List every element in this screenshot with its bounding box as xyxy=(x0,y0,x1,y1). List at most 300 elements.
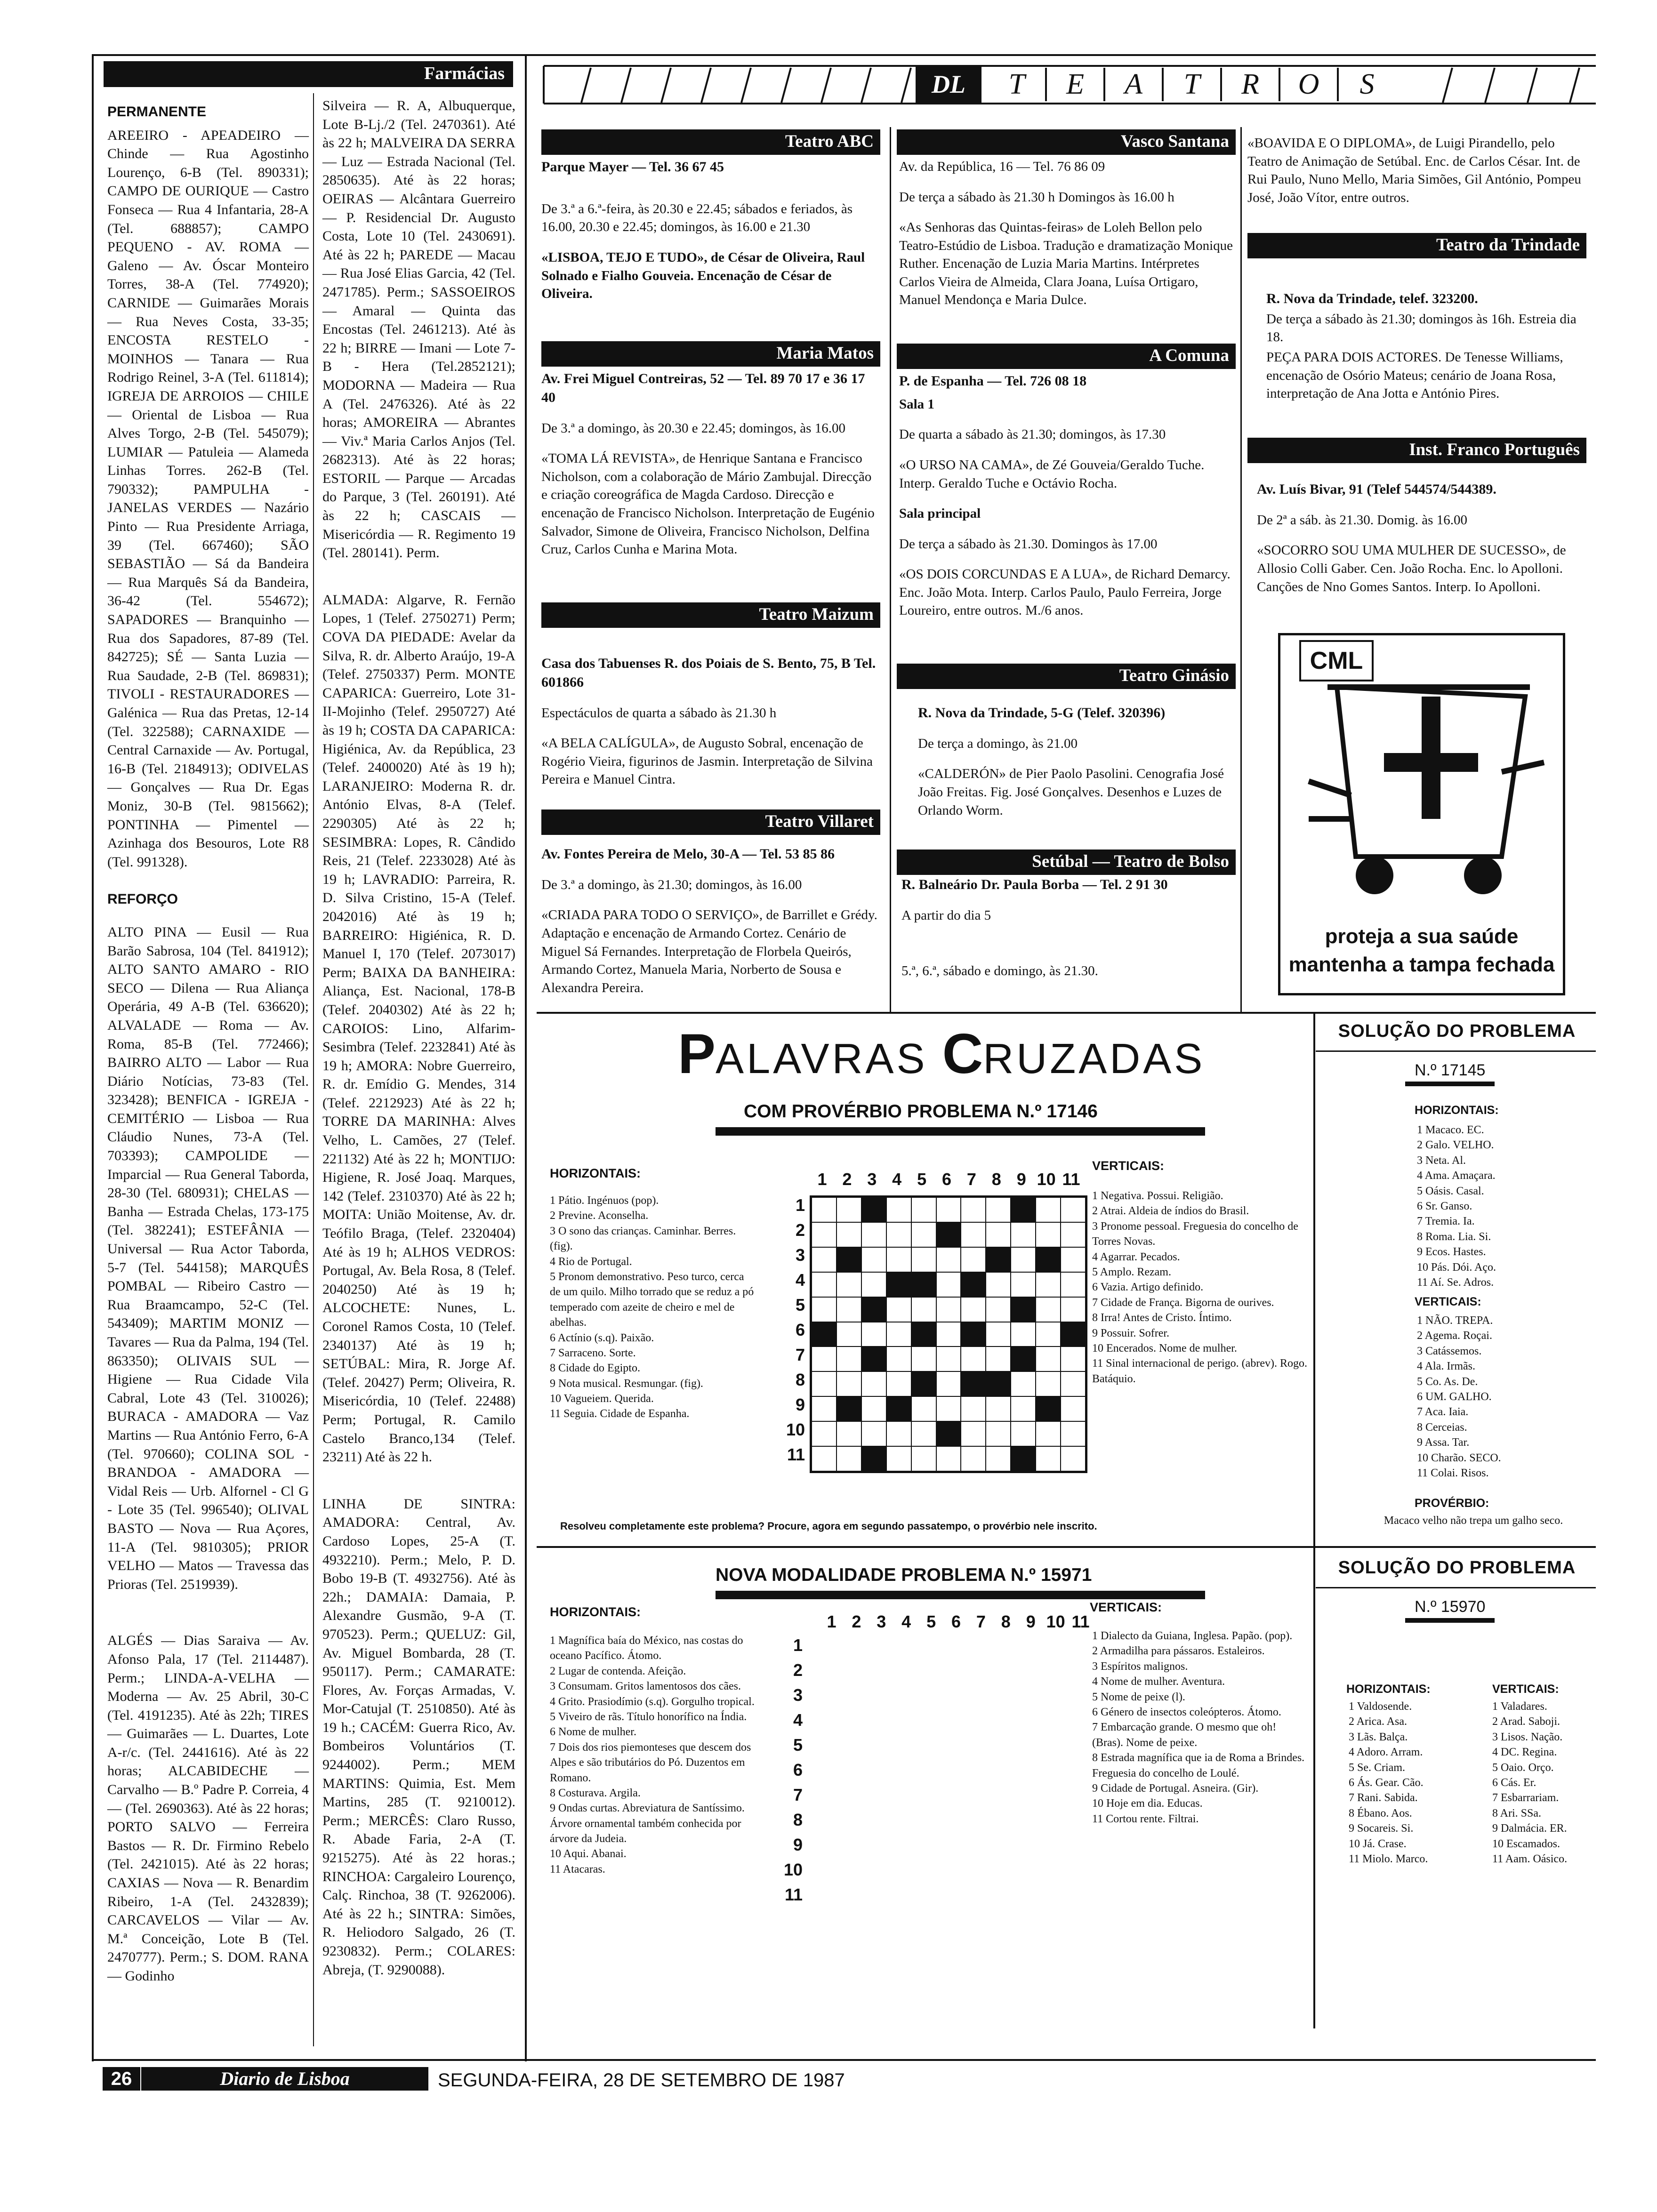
grid-block-cell xyxy=(911,1371,936,1396)
grid-cell[interactable] xyxy=(812,1197,837,1222)
grid-cell[interactable] xyxy=(1061,1346,1086,1371)
clue-item: 3 Espíritos malignos. xyxy=(1092,1660,1188,1673)
row-number: 3 xyxy=(793,1685,803,1705)
solution-item: 11 Colai. Risos. xyxy=(1417,1467,1489,1479)
solution1-v-label: VERTICAIS: xyxy=(1415,1295,1481,1308)
clue-item: 8 Cidade do Egipto. xyxy=(550,1362,640,1375)
p2-horizontais-label: HORIZONTAIS: xyxy=(550,1605,641,1619)
teatros-letters xyxy=(989,68,1395,101)
solution-item: 11 Aí. Se. Adros. xyxy=(1417,1276,1494,1289)
grid-cell[interactable] xyxy=(886,1446,911,1471)
cml-advertisement xyxy=(1278,633,1565,995)
farmacias-linha-sintra-text: LINHA DE SINTRA: AMADORA: Central, Av. Cardoso Lopes, 25-A (T. 4932210). Perm.; Melo, P. D. Bobo 19-B (T. 4932756). Até às 22h.; DAMAIA: Damaia, P. Alexandre Gusmão, 9-A (T. 970523). Perm.; QUELUZ: Gil, Av. Miguel Bombarda, 28 (T. 950117). Perm.; CAMARATE: Flores, Av. Forças Armadas, V. Mor-Catujal (T. 2510850). Até às 19 h.; CACÉM: Guerra Rico, Av. Bombeiros Voluntários (T. 9244002). Perm.; MEM MARTINS: Quimia, Est. Mem Martins, 285 (T. 9210012). Perm.; MERCÊS: Claro Russo, R. Abade Faria, 2-A (T. 9215275). Até às 22 horas.; RINCHOA: Cargaleiro Lourenço, Calç. Rinchoa, 38 (T. 9262006). Até às 22 h.; SINTRA: Simões, R. Heliodoro Salgado, 26 (T. 9230832). Perm.; COLARES: Abreja, (T. 9290088). xyxy=(322,1496,515,1978)
solution-item: 8 Ébano. Aos. xyxy=(1349,1807,1412,1819)
clue-item: 11 Cortou rente. Filtrai. xyxy=(1092,1812,1199,1825)
grid-cell[interactable] xyxy=(936,1446,961,1471)
solution-item: 5 Oaio. Orço. xyxy=(1492,1761,1554,1774)
maizum-schedule: Espectáculos de quarta a sábado às 21.30 h xyxy=(541,705,777,721)
grid-cell[interactable] xyxy=(812,1346,837,1371)
solution-item: 1 NÃO. TREPA. xyxy=(1417,1314,1493,1327)
grid-cell[interactable] xyxy=(936,1396,961,1421)
grid-block-cell xyxy=(1061,1322,1086,1347)
comuna-principal-show: «OS DOIS CORCUNDAS E A LUA», de Richard Demarcy. Enc. João Mota. Interp. Carlos Paulo, Paulo Ferreira, Jorge Loureiro, entre outros. M./6 anos. xyxy=(899,567,1231,618)
theatre-header-franco: Inst. Franco Português xyxy=(1247,438,1586,463)
row-number: 3 xyxy=(795,1245,805,1265)
theatre-maria-matos xyxy=(541,369,880,571)
theatre-villaret xyxy=(541,845,880,1009)
clue-item: 10 Hoje em dia. Educas. xyxy=(1092,1797,1203,1810)
grid-cell[interactable] xyxy=(1011,1222,1036,1247)
villaret-address: Av. Fontes Pereira de Melo, 30-A — Tel. 53 85 86 xyxy=(541,846,835,862)
solution-item: 8 Ari. SSa. xyxy=(1492,1807,1542,1819)
grid-cell[interactable] xyxy=(1011,1322,1036,1347)
grid-cell[interactable] xyxy=(1061,1222,1086,1247)
grid-cell[interactable] xyxy=(911,1197,936,1222)
theatre-ginasio xyxy=(918,704,1238,832)
grid-cell[interactable] xyxy=(936,1272,961,1297)
ad-line-1: proteja a sua saúde xyxy=(1325,925,1519,948)
theatre-vasco-santana xyxy=(899,158,1236,321)
grid-cell[interactable] xyxy=(886,1346,911,1371)
solution2-number: N.º 15970 xyxy=(1415,1598,1486,1616)
grid-cell[interactable] xyxy=(936,1197,961,1222)
grid-cell[interactable] xyxy=(837,1297,861,1322)
p1-horizontais-label: HORIZONTAIS: xyxy=(550,1166,641,1180)
grid-cell[interactable] xyxy=(936,1297,961,1322)
p2-row-numbers xyxy=(760,1635,803,1910)
clue-item: 2 Lugar de contenda. Afeição. xyxy=(550,1665,686,1677)
banner-letter: E xyxy=(1047,68,1105,101)
grid-cell[interactable] xyxy=(1061,1371,1086,1396)
crossword-grid-1[interactable] xyxy=(810,1195,1087,1473)
solution-item: 4 Ama. Amaçara. xyxy=(1417,1170,1496,1182)
clue-item: 9 Nota musical. Resmungar. (fig). xyxy=(550,1377,703,1390)
col-number: 4 xyxy=(892,1170,902,1189)
maizum-address: Casa dos Tabuenses R. dos Poiais de S. Bento, 75, B Tel. 601866 xyxy=(541,656,876,690)
setubal-schedule: A partir do dia 5 xyxy=(901,907,991,923)
grid-block-cell xyxy=(986,1371,1011,1396)
clue-item: 5 Pronom demonstrativo. Peso turco, cerca de um quilo. Milho torrado que se reduz a pó temperado com azeite de cheiro e mel de abelhas. xyxy=(550,1270,754,1329)
clue-item: 3 Pronome pessoal. Freguesia do concelho de Torres Novas. xyxy=(1092,1220,1298,1248)
col-number: 2 xyxy=(852,1612,861,1631)
grid-cell[interactable] xyxy=(961,1396,986,1421)
solution2-verticais xyxy=(1492,1699,1593,1867)
solution2-horizontais xyxy=(1349,1699,1476,1867)
col-number: 6 xyxy=(951,1612,961,1631)
grid-block-cell xyxy=(1011,1446,1036,1471)
grid-cell[interactable] xyxy=(1011,1247,1036,1272)
grid-block-cell xyxy=(1011,1346,1036,1371)
boavida-show: «BOAVIDA E O DIPLOMA», de Luigi Pirandello, pelo Teatro de Animação de Setúbal. Enc. de Carlos César. Int. de Rui Paulo, Nuno Mello, Maria Simões, Gil António, Pompeu José, João Vítor, entre outros. xyxy=(1247,136,1581,205)
row-number: 1 xyxy=(795,1195,805,1215)
row-number: 9 xyxy=(795,1395,805,1414)
waste-bin-illustration xyxy=(1280,678,1563,922)
grid-cell[interactable] xyxy=(861,1396,886,1421)
trindade-schedule: De terça a sábado às 21.30; domingos às 16h. Estreia dia 18. xyxy=(1266,311,1577,345)
solution1-title: SOLUÇÃO DO PROBLEMA xyxy=(1338,1021,1576,1041)
grid-block-cell xyxy=(961,1371,986,1396)
clue-item: 6 Nome de mulher. xyxy=(550,1726,636,1739)
comuna-principal: Sala principal xyxy=(899,506,981,521)
grid-cell[interactable] xyxy=(911,1222,936,1247)
grid-cell[interactable] xyxy=(1036,1371,1061,1396)
grid-cell[interactable] xyxy=(986,1197,1011,1222)
col-number: 3 xyxy=(867,1170,877,1189)
row-number: 7 xyxy=(793,1785,803,1804)
grid-cell[interactable] xyxy=(961,1222,986,1247)
grid-block-cell xyxy=(861,1346,886,1371)
clue-item: 9 Possuir. Sofrer. xyxy=(1092,1327,1170,1339)
newspaper-name: Diario de Lisboa xyxy=(141,2067,428,2091)
farmacias-permanente-text: AREEIRO - APEADEIRO — Chinde — Rua Agostinho Lourenço, 6-B (Tel. 890331); CAMPO DE OURIQUE — Castro Fonseca — Rua 4 Infantaria, 28-A (Tel. 688857); CAMPO PEQUENO - AV. ROMA — Galeno — Av. Óscar Monteiro Torres, 38-A (Tel. 774920); CARNIDE — Guimarães Morais — Rua Neves Costa, 33-35; ENCOSTA RESTELO - MOINHOS — Tanara — Rua Rodrigo Reinel, 3-A (Tel. 611814); IGREJA DE ARROIOS — CHILE — Oriental de Lisboa — Rua Alves Torgo, 2-B (Tel. 545079); LUMIAR — Patuleia — Alameda Linhas Torres. 262-B (Tel. 790332); PAMPULHA - JANELAS VERDES — Nazário Pinto — Rua Presidente Arriaga, 39 (Tel. 667460); SÃO SEBASTIÃO — Sá da Bandeira — Rua Marquês Sá da Bandeira, 36-42 (Tel. 554672); SAPADORES — Branquinho — Rua dos Sapadores, 87-89 (Tel. 842725); SÉ — Santa Luzia — Rua Saudade, 2-B (Tel. 869831); TIVOLI - RESTAURADORES — Galénica — Rua das Pretas, 12-14 (Tel. 322588); CARNAXIDE — Central Carnaxide — Av. Portugal, 16-B (Tel. 2184913); ODIVELAS — Gonçalves — Rua Dr. Egas Moniz, 30-B (Tel. 9815662); PONTINHA — Pimentel — Azinhaga dos Besouros, Lote R8 (Tel. 991328). xyxy=(107,127,309,870)
col-number: 2 xyxy=(842,1170,852,1189)
solution-item: 7 Aca. Iaia. xyxy=(1417,1406,1469,1419)
comuna-sala1: Sala 1 xyxy=(899,396,934,412)
clue-item: 3 O sono das crianças. Caminhar. Berres. (fig). xyxy=(550,1225,736,1253)
grid-cell[interactable] xyxy=(812,1247,837,1272)
grid-cell[interactable] xyxy=(961,1247,986,1272)
theatre-header-comuna: A Comuna xyxy=(897,344,1236,369)
grid-cell[interactable] xyxy=(986,1396,1011,1421)
p2-col-numbers xyxy=(819,1612,1093,1632)
row-number: 5 xyxy=(795,1295,805,1314)
grid-cell[interactable] xyxy=(812,1446,837,1471)
farmacias-linha-cascais-text: ALGÉS — Dias Saraiva — Av. Afonso Pala, 17 (Tel. 2114487). Perm.; LINDA-A-VELHA — Moderna — Av. 25 Abril, 30-C (Tel. 4191235). Até às 22h; TIRES — Guimarães — L. Duartes, Lote A-r/c. (Tel. 2441616). Até às 22 horas; ALCABIDECHE — Carvalho — B.º Padre P. Correia, 4 — (Tel. 2690363). Até às 22 horas; PORTO SALVO — Ferreira Bastos — R. Dr. Firmino Rebelo (Tel. 2421015). Até às 22 horas; CAXIAS — Nova — R. Benardim Ribeiro, 1-A (Tel. 2432839); CARCAVELOS — Vilar — Av. M.ª Conceição, Lote B (Tel. 2470777). Perm.; S. DOM. RANA — Godinho xyxy=(107,1633,309,1984)
grid-cell[interactable] xyxy=(936,1346,961,1371)
grid-cell[interactable] xyxy=(986,1272,1011,1297)
clue-item: 4 Nome de mulher. Aventura. xyxy=(1092,1675,1225,1688)
row-number: 8 xyxy=(793,1810,803,1829)
grid-cell[interactable] xyxy=(861,1421,886,1446)
theatre-comuna xyxy=(899,372,1236,632)
clue-item: 10 Vagueiem. Querida. xyxy=(550,1393,654,1405)
solution-item: 7 Esbarrariam. xyxy=(1492,1792,1559,1804)
banner-letter: T xyxy=(1164,68,1222,101)
grid-block-cell xyxy=(861,1446,886,1471)
grid-cell[interactable] xyxy=(837,1272,861,1297)
grid-block-cell xyxy=(837,1396,861,1421)
grid-block-cell xyxy=(886,1272,911,1297)
theatre-setubal xyxy=(901,875,1236,993)
solution-item: 9 Socareis. Si. xyxy=(1349,1822,1414,1835)
grid-cell[interactable] xyxy=(886,1371,911,1396)
grid-cell[interactable] xyxy=(837,1446,861,1471)
banner-letter: S xyxy=(1359,68,1375,100)
clue-item: 10 Encerados. Nome de mulher. xyxy=(1092,1342,1237,1354)
grid-block-cell xyxy=(1036,1247,1061,1272)
clue-item: 2 Previne. Aconselha. xyxy=(550,1210,649,1222)
grid-cell[interactable] xyxy=(961,1421,986,1446)
farmacias-header xyxy=(104,61,513,87)
col-number: 5 xyxy=(926,1612,936,1631)
grid-cell[interactable] xyxy=(886,1297,911,1322)
row-number: 5 xyxy=(793,1735,803,1755)
grid-cell[interactable] xyxy=(1036,1272,1061,1297)
clue-item: 8 Estrada magnífica que ia de Roma a Brindes. Freguesia do concelho de Loulé. xyxy=(1092,1752,1305,1779)
grid-cell[interactable] xyxy=(961,1446,986,1471)
trindade-address: R. Nova da Trindade, telef. 323200. xyxy=(1266,291,1478,306)
theatre-header-abc: Teatro ABC xyxy=(541,129,880,155)
farmacias-reforco-text: ALTO PINA — Eusil — Rua Barão Sabrosa, 104 (Tel. 841912); ALTO SANTO AMARO - RIO SECO — Dilena — Rua Aliança Operária, 49 A-B (Tel. 636620); ALVALADE — Roma — Av. Roma, 85-B (Tel. 772466); BAIRRO ALTO — Labor — Rua Diário Notícias, 73-83 (Tel. 323428); BENFICA - IGREJA - CEMITÉRIO — Lisboa — Rua Cláudio Nunes, 73-A (Tel. 703393); CAMPOLIDE — Imparcial — Rua General Taborda, 28-30 (Tel. 680931); CHELAS — Banha — Estrada Chelas, 173-175 (Tel. 382241); ESTEFÂNIA — Universal — Rua Actor Taborda, 5-7 (Tel. 544158); MARQUÊS POMBAL — Ribeiro Castro — Rua Braamcampo, 52-C (Tel. 543409); MARTIM MONIZ — Tavares — Rua da Palma, 194 (Tel. 863350); OLIVAIS SUL — Higiene — Rua Cidade Vila Cabral, Lote 43 (Tel. 310026); BURACA - AMADORA — Vaz Martins — Rua António Ferro, 6-A (Tel. 970660); COLINA SOL - BRANDOA - AMADORA — Vidal Reis — Urb. Alfornel - Cl G - Lote 35 (Tel. 996540); OLIVAL BASTO — Nova — Rua Açores, 11-A (Tel. 9810305); PRIOR VELHO — Matos — Travessa das Prioras (Tel. 2519939). xyxy=(107,924,309,1592)
grid-cell[interactable] xyxy=(1036,1446,1061,1471)
grid-cell[interactable] xyxy=(837,1346,861,1371)
grid-cell[interactable] xyxy=(1061,1247,1086,1272)
solution1-number: N.º 17145 xyxy=(1415,1061,1486,1079)
grid-cell[interactable] xyxy=(861,1222,886,1247)
grid-block-cell xyxy=(861,1197,886,1222)
dl-logo: DL xyxy=(932,70,965,98)
grid-cell[interactable] xyxy=(837,1197,861,1222)
grid-cell[interactable] xyxy=(861,1322,886,1347)
grid-cell[interactable] xyxy=(911,1346,936,1371)
solution-item: 9 Assa. Tar. xyxy=(1417,1436,1470,1449)
grid-cell[interactable] xyxy=(961,1197,986,1222)
comuna-address: P. de Espanha — Tel. 726 08 18 xyxy=(899,373,1087,389)
grid-block-cell xyxy=(911,1272,936,1297)
solution2-title: SOLUÇÃO DO PROBLEMA xyxy=(1338,1558,1576,1578)
grid-cell[interactable] xyxy=(986,1222,1011,1247)
grid-block-cell xyxy=(936,1222,961,1247)
col-number: 1 xyxy=(817,1170,827,1189)
farmacias-title: Farmácias xyxy=(424,64,505,83)
grid-cell[interactable] xyxy=(837,1222,861,1247)
solution-item: 1 Macaco. EC. xyxy=(1417,1124,1484,1136)
title-alavras: ALAVRAS xyxy=(716,1035,942,1082)
clue-item: 2 Atrai. Aldeia de índios do Brasil. xyxy=(1092,1205,1249,1218)
publication-date: SEGUNDA-FEIRA, 28 DE SETEMBRO DE 1987 xyxy=(438,2070,845,2091)
grid-cell[interactable] xyxy=(1036,1197,1061,1222)
row-number: 6 xyxy=(795,1320,805,1339)
solution-item: 3 Lisos. Nação. xyxy=(1492,1731,1563,1743)
solution-item: 3 Neta. Al. xyxy=(1417,1154,1466,1167)
grid-cell[interactable] xyxy=(1011,1371,1036,1396)
solution-item: 7 Rani. Sabida. xyxy=(1349,1792,1418,1804)
palavras-cruzadas-title xyxy=(678,1021,1205,1086)
grid-cell[interactable] xyxy=(886,1222,911,1247)
grid-cell[interactable] xyxy=(1061,1297,1086,1322)
col-number: 11 xyxy=(1062,1170,1080,1189)
grid-cell[interactable] xyxy=(1011,1272,1036,1297)
crossword-grid-2-empty xyxy=(810,1635,1084,1909)
clue-item: 4 Agarrar. Pecados. xyxy=(1092,1250,1180,1263)
comuna-sala1-show: «O URSO NA CAMA», de Zé Gouveia/Geraldo Tuche. Interp. Geraldo Tuche e Octávio Rocha. xyxy=(899,457,1205,491)
grid-block-cell xyxy=(837,1247,861,1272)
page-number: 26 xyxy=(103,2067,140,2091)
grid-block-cell xyxy=(1011,1197,1036,1222)
solution-item: 6 UM. GALHO. xyxy=(1417,1390,1492,1403)
grid-cell[interactable] xyxy=(886,1421,911,1446)
grid-cell[interactable] xyxy=(1061,1396,1086,1421)
maria-matos-schedule: De 3.ª a domingo, às 20.30 e 22.45; domingos, às 16.00 xyxy=(541,420,845,436)
grid-cell[interactable] xyxy=(936,1371,961,1396)
clue-item: 1 Magnífica baía do México, nas costas do oceano Pacífico. Átomo. xyxy=(550,1635,743,1662)
grid-cell[interactable] xyxy=(1036,1421,1061,1446)
grid-block-cell xyxy=(936,1421,961,1446)
solution1-h-label: HORIZONTAIS: xyxy=(1415,1104,1499,1117)
solution1-proverbio: Macaco velho não trepa um galho seco. xyxy=(1384,1515,1563,1527)
clue-item: 7 Dois dos rios piemonteses que descem dos Alpes e são tributários do Pó. Duzentos em Romano. xyxy=(550,1741,751,1784)
title-ruzadas: RUZADAS xyxy=(983,1035,1206,1082)
grid-cell[interactable] xyxy=(812,1272,837,1297)
grid-cell[interactable] xyxy=(911,1421,936,1446)
grid-cell[interactable] xyxy=(1061,1197,1086,1222)
grid-cell[interactable] xyxy=(886,1247,911,1272)
clue-item: 8 Irra! Antes de Cristo. Íntimo. xyxy=(1092,1312,1232,1324)
grid-cell[interactable] xyxy=(986,1346,1011,1371)
grid-block-cell xyxy=(911,1322,936,1347)
solution-item: 6 Sr. Ganso. xyxy=(1417,1200,1472,1212)
solution-item: 2 Arad. Saboji. xyxy=(1492,1715,1560,1728)
col-number: 1 xyxy=(827,1612,837,1631)
solution-item: 9 Ecos. Hastes. xyxy=(1417,1246,1486,1258)
grid-cell[interactable] xyxy=(861,1247,886,1272)
solution-item: 10 Já. Crase. xyxy=(1349,1837,1407,1850)
grid-cell[interactable] xyxy=(1036,1346,1061,1371)
grid-cell[interactable] xyxy=(1036,1297,1061,1322)
col-number: 9 xyxy=(1026,1612,1036,1631)
solution-item: 4 DC. Regina. xyxy=(1492,1746,1557,1759)
franco-address: Av. Luís Bivar, 91 (Telef 544574/544389. xyxy=(1257,481,1496,497)
ad-line-2: mantenha a tampa fechada xyxy=(1288,953,1555,976)
grid-cell[interactable] xyxy=(1011,1396,1036,1421)
solution-item: 9 Dalmácia. ER. xyxy=(1492,1822,1567,1835)
grid-cell[interactable] xyxy=(886,1322,911,1347)
col-number: 7 xyxy=(966,1170,976,1189)
row-number: 2 xyxy=(793,1660,803,1680)
abc-address: Parque Mayer — Tel. 36 67 45 xyxy=(541,159,724,175)
grid-cell[interactable] xyxy=(837,1371,861,1396)
clue-item: 11 Atacaras. xyxy=(550,1863,605,1875)
p1-row-numbers xyxy=(763,1195,805,1470)
grid-cell[interactable] xyxy=(986,1446,1011,1471)
row-number: 4 xyxy=(793,1710,803,1730)
grid-cell[interactable] xyxy=(1061,1421,1086,1446)
grid-cell[interactable] xyxy=(936,1247,961,1272)
comuna-principal-schedule: De terça a sábado às 21.30. Domingos às 17.00 xyxy=(899,536,1158,552)
grid-cell[interactable] xyxy=(986,1297,1011,1322)
grid-cell[interactable] xyxy=(837,1421,861,1446)
p1-col-numbers xyxy=(810,1170,1084,1189)
grid-cell[interactable] xyxy=(911,1297,936,1322)
row-number: 1 xyxy=(793,1635,803,1655)
grid-cell[interactable] xyxy=(911,1396,936,1421)
grid-cell[interactable] xyxy=(911,1247,936,1272)
grid-cell[interactable] xyxy=(961,1346,986,1371)
grid-cell[interactable] xyxy=(886,1197,911,1222)
problem1-title: COM PROVÉRBIO PROBLEMA N.º 17146 xyxy=(744,1101,1098,1122)
row-number: 10 xyxy=(783,1860,803,1879)
theatre-header-maizum: Teatro Maizum xyxy=(541,602,880,628)
clue-item: 1 Dialecto da Guiana, Inglesa. Papão. (pop). xyxy=(1092,1630,1293,1642)
grid-cell[interactable] xyxy=(1061,1272,1086,1297)
solution-item: 11 Miolo. Marco. xyxy=(1349,1852,1428,1865)
solution-item: 5 Oásis. Casal. xyxy=(1417,1185,1484,1197)
solution-item: 10 Charão. SECO. xyxy=(1417,1451,1501,1464)
theatre-boavida xyxy=(1247,134,1586,219)
solution-item: 6 Cás. Er. xyxy=(1492,1776,1536,1789)
ginasio-schedule: De terça a domingo, às 21.00 xyxy=(918,736,1078,751)
p1-verticais-label: VERTICAIS: xyxy=(1092,1159,1165,1173)
solution-item: 8 Cerceias. xyxy=(1417,1421,1467,1434)
reforco-label: REFORÇO xyxy=(107,891,178,907)
grid-cell[interactable] xyxy=(961,1297,986,1322)
maria-matos-show: «TOMA LÁ REVISTA», de Henrique Santana e Francisco Nicholson, com a colaboração de Mário Zambujal. Direcção e criação coreográfica de Magda Cardoso. Direcção e encenação de Francisco Nicholson. Interpretação de Eugénio Salvador, Simone de Oliveira, Francisco Nicholson, Delfina Cruz, Carlos Cunha e Marina Mota. xyxy=(541,451,875,557)
row-number: 11 xyxy=(787,1445,805,1464)
grid-cell[interactable] xyxy=(812,1371,837,1396)
solution-item: 6 Ás. Gear. Cão. xyxy=(1349,1776,1424,1789)
farmacias-cascais-text: Silveira — R. A, Albuquerque, Lote B-Lj./2 (Tel. 2470361). Até às 22 h; MALVEIRA DA SERRA — Luz — Estrada Nacional (Tel. 2850635). Até às 22 horas; OEIRAS — Alcântara Guerreiro — P. Residencial Dr. Augusto Costa, Lote 10 (Tel. 2430691). Até às 22 h; PAREDE — Macau — Rua José Elias Garcia, 42 (Tel. 2471785). Perm.; SASSOEIROS — Amaral — Quinta das Encostas (Tel. 2461213). Até às 22 h; BIRRE — Imani — Lote 7-B - Hera (Tel.2852121); MODORNA — Madeira — Rua A (Tel. 2476326). Até às 22 horas; AMOREIRA — Abrantes — Viv.ª Maria Carlos Anjos (Tel. 2682313). Até às 22 horas; ESTORIL — Parque — Arcadas do Parque, 3 (Tel. 260191). Até às 22 h; CASCAIS — Misericórdia — R. Regimento 19 (Tel. 280141). Perm. xyxy=(322,98,515,561)
p2-verticais-list xyxy=(1092,1628,1309,1827)
grid-cell[interactable] xyxy=(986,1322,1011,1347)
clue-item: 11 Seguia. Cidade de Espanha. xyxy=(550,1408,690,1420)
solution2-v-label: VERTICAIS: xyxy=(1492,1683,1559,1696)
clue-item: 11 Sinal internacional de perigo. (abrev). Rogo. Batáquio. xyxy=(1092,1357,1307,1385)
solution-item: 1 Valadares. xyxy=(1492,1700,1547,1713)
solution-item: 5 Se. Criam. xyxy=(1349,1761,1405,1774)
solution-item: 5 Co. As. De. xyxy=(1417,1375,1478,1388)
grid-cell[interactable] xyxy=(1011,1421,1036,1446)
solution1-verticais xyxy=(1417,1313,1586,1481)
maizum-show: «A BELA CALÍGULA», de Augusto Sobral, encenação de Rogério Vieira, figurinos de Jasmin. Interpretação de Silvina Pereira e Manuel Cintra. xyxy=(541,736,873,787)
grid-cell[interactable] xyxy=(861,1272,886,1297)
solution-item: 7 Tremia. Ia. xyxy=(1417,1215,1475,1228)
p1-horizontais-list xyxy=(550,1193,757,1422)
theatre-header-maria-matos: Maria Matos xyxy=(541,341,880,367)
grid-cell[interactable] xyxy=(986,1421,1011,1446)
clue-item: 7 Embarcação grande. O mesmo que oh! (Bras). Nome de peixe. xyxy=(1092,1721,1277,1749)
solution-item: 4 Ala. Irmãs. xyxy=(1417,1360,1475,1373)
maria-matos-address: Av. Frei Miguel Contreiras, 52 — Tel. 89 70 17 e 36 17 40 xyxy=(541,371,865,405)
grid-block-cell xyxy=(1011,1297,1036,1322)
grid-cell[interactable] xyxy=(1036,1322,1061,1347)
setubal-address: R. Balneário Dr. Paula Borba — Tel. 2 91 30 xyxy=(901,877,1168,892)
row-number: 2 xyxy=(795,1220,805,1240)
farmacias-col2 xyxy=(322,96,515,1979)
comuna-sala1-schedule: De quarta a sábado às 21.30; domingos, às 17.30 xyxy=(899,427,1166,442)
grid-cell[interactable] xyxy=(812,1297,837,1322)
theatre-header-ginasio: Teatro Ginásio xyxy=(897,664,1236,689)
grid-block-cell xyxy=(961,1272,986,1297)
grid-cell[interactable] xyxy=(812,1421,837,1446)
abc-show: «LISBOA, TEJO E TUDO», de César de Oliveira, Raul Solnado e Fialho Gouveia. Encenação de César de Oliveira. xyxy=(541,250,865,302)
row-number: 7 xyxy=(795,1345,805,1364)
solution-item: 3 Lãs. Balça. xyxy=(1349,1731,1408,1743)
clue-item: 6 Género de insectos coleópteros. Átomo. xyxy=(1092,1706,1281,1718)
clue-item: 4 Rio de Portugal. xyxy=(550,1255,632,1268)
col-number: 5 xyxy=(917,1170,927,1189)
col-number: 6 xyxy=(941,1170,951,1189)
grid-cell[interactable] xyxy=(1061,1446,1086,1471)
vasco-address: Av. da República, 16 — Tel. 76 86 09 xyxy=(899,159,1105,174)
grid-cell[interactable] xyxy=(936,1322,961,1347)
theatre-header-trindade: Teatro da Trindade xyxy=(1247,233,1586,258)
grid-cell[interactable] xyxy=(861,1371,886,1396)
grid-cell[interactable] xyxy=(1036,1222,1061,1247)
row-number: 9 xyxy=(793,1835,803,1854)
clue-item: 1 Negativa. Possui. Religião. xyxy=(1092,1190,1223,1202)
grid-cell[interactable] xyxy=(812,1222,837,1247)
row-number: 6 xyxy=(793,1760,803,1779)
row-number: 10 xyxy=(786,1420,805,1439)
p1-verticais-list xyxy=(1092,1188,1309,1387)
clue-item: 4 Grito. Prasiodímio (s.q). Gorgulho tropical. xyxy=(550,1695,755,1708)
permanente-label: PERMANENTE xyxy=(107,104,207,120)
grid-cell[interactable] xyxy=(812,1396,837,1421)
col-number: 7 xyxy=(976,1612,986,1631)
grid-cell[interactable] xyxy=(837,1322,861,1347)
grid-cell[interactable] xyxy=(911,1446,936,1471)
solution-item: 8 Roma. Lia. Si. xyxy=(1417,1230,1491,1243)
